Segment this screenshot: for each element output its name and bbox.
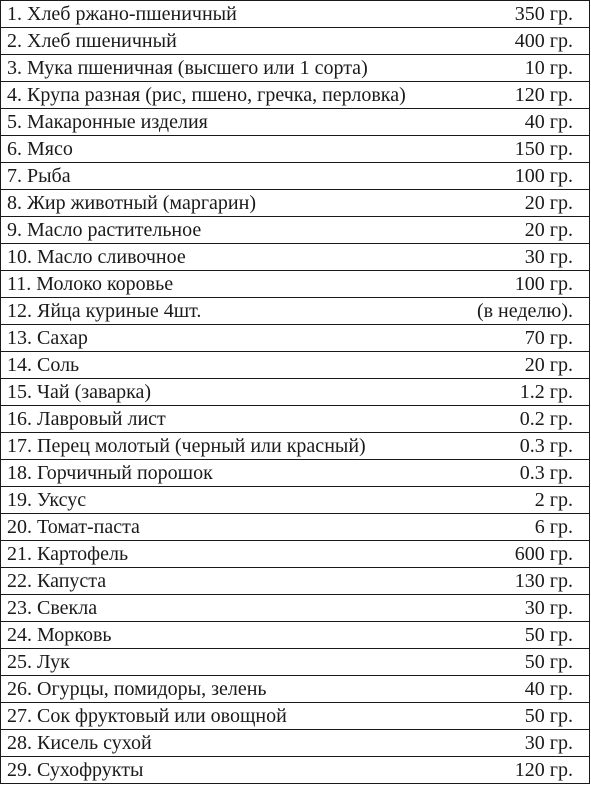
item-amount: 40 гр. xyxy=(441,109,590,136)
table-row xyxy=(1,568,590,595)
table-row xyxy=(1,298,590,325)
item-amount: 120 гр. xyxy=(441,82,590,109)
item-name: 29. Сухофрукты xyxy=(1,757,441,784)
item-amount: 70 гр. xyxy=(441,325,590,352)
table-row xyxy=(1,541,590,568)
table-row xyxy=(1,82,590,109)
item-name: 1. Хлеб ржано-пшеничный xyxy=(1,1,441,28)
item-name: 27. Сок фруктовый или овощной xyxy=(1,703,441,730)
item-name: 15. Чай (заварка) xyxy=(1,379,441,406)
item-name: 13. Сахар xyxy=(1,325,441,352)
item-name: 25. Лук xyxy=(1,649,441,676)
item-amount: 600 гр. xyxy=(441,541,590,568)
table-row xyxy=(1,136,590,163)
item-name: 24. Морковь xyxy=(1,622,441,649)
table-row xyxy=(1,622,590,649)
item-amount: 0.2 гр. xyxy=(441,406,590,433)
item-name: 22. Капуста xyxy=(1,568,441,595)
table-row xyxy=(1,514,590,541)
table-row xyxy=(1,460,590,487)
item-name: 19. Уксус xyxy=(1,487,441,514)
table-row xyxy=(1,163,590,190)
table-row xyxy=(1,703,590,730)
item-name: 18. Горчичный порошок xyxy=(1,460,441,487)
item-amount: 130 гр. xyxy=(441,568,590,595)
table-row xyxy=(1,1,590,28)
item-amount: 30 гр. xyxy=(441,595,590,622)
table-row xyxy=(1,379,590,406)
item-name: 9. Масло растительное xyxy=(1,217,441,244)
table-row xyxy=(1,730,590,757)
item-name: 23. Свекла xyxy=(1,595,441,622)
item-name: 26. Огурцы, помидоры, зелень xyxy=(1,676,441,703)
table-row xyxy=(1,55,590,82)
item-amount: 150 гр. xyxy=(441,136,590,163)
table-row xyxy=(1,352,590,379)
item-amount: 120 гр. xyxy=(441,757,590,784)
item-name: 16. Лавровый лист xyxy=(1,406,441,433)
item-name: 8. Жир животный (маргарин) xyxy=(1,190,441,217)
item-amount: (в неделю). xyxy=(441,298,590,325)
table-row xyxy=(1,676,590,703)
item-amount: 40 гр. xyxy=(441,676,590,703)
item-amount: 2 гр. xyxy=(441,487,590,514)
item-amount: 30 гр. xyxy=(441,730,590,757)
item-amount: 20 гр. xyxy=(441,352,590,379)
item-amount: 0.3 гр. xyxy=(441,460,590,487)
item-name: 12. Яйца куриные 4шт. xyxy=(1,298,441,325)
item-amount: 100 гр. xyxy=(441,163,590,190)
table-row xyxy=(1,757,590,784)
table-row xyxy=(1,487,590,514)
item-name: 6. Мясо xyxy=(1,136,441,163)
item-name: 11. Молоко коровье xyxy=(1,271,441,298)
table-row xyxy=(1,649,590,676)
item-amount: 20 гр. xyxy=(441,190,590,217)
table-row xyxy=(1,109,590,136)
table-row xyxy=(1,325,590,352)
item-amount: 0.3 гр. xyxy=(441,433,590,460)
table-row xyxy=(1,217,590,244)
item-amount: 30 гр. xyxy=(441,244,590,271)
table-row xyxy=(1,28,590,55)
table-row xyxy=(1,271,590,298)
table-row xyxy=(1,595,590,622)
table-row xyxy=(1,406,590,433)
table-row xyxy=(1,433,590,460)
item-amount: 10 гр. xyxy=(441,55,590,82)
item-amount: 50 гр. xyxy=(441,622,590,649)
item-name: 3. Мука пшеничная (высшего или 1 сорта) xyxy=(1,55,441,82)
table-row xyxy=(1,190,590,217)
item-name: 21. Картофель xyxy=(1,541,441,568)
item-amount: 1.2 гр. xyxy=(441,379,590,406)
item-amount: 20 гр. xyxy=(441,217,590,244)
item-amount: 100 гр. xyxy=(441,271,590,298)
item-amount: 6 гр. xyxy=(441,514,590,541)
item-name: 28. Кисель сухой xyxy=(1,730,441,757)
item-amount: 50 гр. xyxy=(441,649,590,676)
item-name: 2. Хлеб пшеничный xyxy=(1,28,441,55)
item-amount: 350 гр. xyxy=(441,1,590,28)
table-row xyxy=(1,244,590,271)
item-name: 5. Макаронные изделия xyxy=(1,109,441,136)
item-amount: 50 гр. xyxy=(441,703,590,730)
item-name: 14. Соль xyxy=(1,352,441,379)
ration-table-body xyxy=(1,1,590,784)
item-name: 7. Рыба xyxy=(1,163,441,190)
item-name: 20. Томат-паста xyxy=(1,514,441,541)
item-name: 4. Крупа разная (рис, пшено, гречка, перловка) xyxy=(1,82,441,109)
item-name: 17. Перец молотый (черный или красный) xyxy=(1,433,441,460)
item-amount: 400 гр. xyxy=(441,28,590,55)
item-name: 10. Масло сливочное xyxy=(1,244,441,271)
